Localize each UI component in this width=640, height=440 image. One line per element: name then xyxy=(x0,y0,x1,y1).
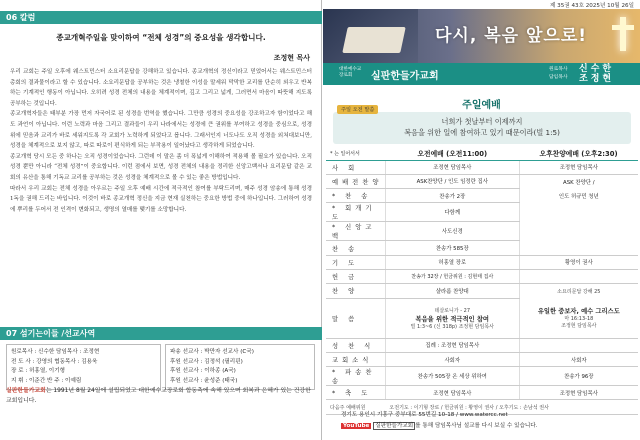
mission-header: 07 섬기는이들 /선교사역 xyxy=(0,327,322,340)
staff-line: 장 로 : 허홍열, 이기형 xyxy=(11,368,66,374)
row-label: 찬 양 xyxy=(326,284,385,298)
column-section xyxy=(0,11,322,215)
pm-sermon-sub: 조정현 담임목사 xyxy=(561,323,597,330)
row-label: * 파송찬송 xyxy=(326,367,385,386)
banner xyxy=(323,9,640,63)
mission-section xyxy=(0,327,322,390)
church-name: 실판한들가교회 xyxy=(371,71,439,82)
column-paragraph: 따라서 우리 교회는 전체 성경을 아우르는 주일 오후 예배 시간에 적극적인 참여를 부탁드리며, 매주 성경 암송에 통해 성경 1독을 권해 드리는 바입니다. 이것이 바로 종교개혁 정신을 지금 현재 실천하는 중요한 방법 중에 하나입니다. 그러하여 성경에 뿌리를 두어서 전 인격이 변화되고, 생명의 열매를 맺기를 소망합니다. xyxy=(10,185,312,213)
banner-title: 다시, 복음 앞으로! xyxy=(435,26,588,46)
pm-cell: 사회자 xyxy=(519,352,638,366)
table-row xyxy=(326,241,638,255)
row-label: * 찬 송 xyxy=(326,189,385,203)
history-church-name: 실판한들가교회 xyxy=(6,388,46,394)
am-sermon-sub: 빌 1:3~6 (신 318p) 조정현 담임목사 xyxy=(410,323,494,330)
denomination: 대한예수교 장로회 xyxy=(339,67,362,78)
pm-sermon-cell xyxy=(519,298,638,338)
church-history xyxy=(6,386,318,406)
am-cell: 허홍열 장로 xyxy=(385,255,519,269)
column-body xyxy=(0,63,322,215)
verse-text xyxy=(333,116,631,138)
row-label: 말 씀 xyxy=(326,298,385,338)
right-panel xyxy=(323,0,640,440)
am-cell: 찬송가 32장 / 헌금위원 : 김현태 집사 xyxy=(385,269,519,283)
am-cell: 찬송가 585장 xyxy=(385,241,519,255)
staff-line: 원로목사 : 신수한 담임목사 : 조정현 xyxy=(11,349,100,355)
am-cell: ASK찬양단 / 인도 임정란 집사 xyxy=(385,174,519,188)
row-label: * 축 도 xyxy=(326,386,385,400)
row-label: 헌 금 xyxy=(326,269,385,283)
pastor-names: 신수한 조정현 xyxy=(579,64,615,84)
pm-cell: 인도 허규민 청년 xyxy=(519,189,638,203)
row-label: 교회소식 xyxy=(326,352,385,366)
table-row xyxy=(326,269,638,283)
pm-cell xyxy=(519,203,638,222)
column-header: 06 칼럼 xyxy=(0,11,322,24)
column-author: 조정현 목사 xyxy=(273,54,310,62)
column-paragraph: 우리 교회는 주일 오후에 웨스트민스터 소요리문답을 강해하고 있습니다. 종교개혁의 정신이라고 믿었어서는 웨스트민스터 총회의 결과물이라고 할 수 있습니다. 소요리문답을 공부하는 것은 냉철한 이성을 말세워 막막한 교리를 단순히 외우고 반복하는 기계적인 행동이 아닙니다. 오히려 성경 전체의 내용을 체계적이며, 깊고 그리고 넓게, 그러면서 마음이 따뜻해 지도록 공부하는 것입니다. xyxy=(10,69,312,107)
order-of-service xyxy=(326,147,638,415)
row-label: 사 회 xyxy=(326,160,385,174)
pm-cell xyxy=(519,269,638,283)
am-sermon-title: 복음을 위한 적극적인 참여 xyxy=(415,315,490,323)
stand-note: * 는 일어서서 xyxy=(326,147,385,160)
am-cell: 조정현 담임목사 xyxy=(385,386,519,400)
table-row xyxy=(326,222,638,241)
table-row xyxy=(326,352,638,366)
history-text: 는 1991년 8월 24일에 설립되었고 대한예수교장로회 합동측에 속해 있으며 회복과 은혜가 있는 건강한 교회입니다. xyxy=(6,388,311,404)
table-row xyxy=(326,189,638,203)
column-title: 종교개혁주일을 맞이하여 “전체 성경”의 중요성을 생각합니다. xyxy=(56,33,266,42)
am-cell: 찬송가 2장 xyxy=(385,189,519,203)
row-label: 성 찬 식 xyxy=(326,338,385,352)
staff-list xyxy=(6,344,161,390)
staff-line: 전 도 사 : 강영의 협동목사 : 김용욱 xyxy=(11,358,98,365)
pm-column-header: 오후찬양예배 (오후2:30) xyxy=(519,147,638,160)
row-label: 기 도 xyxy=(326,255,385,269)
am-cell: 사도신경 xyxy=(385,222,519,241)
am-cell: 조정현 담임목사 xyxy=(385,160,519,174)
row-label: * 회개기도 xyxy=(326,203,385,222)
table-row xyxy=(326,284,638,298)
am-cell: 집례 : 조정현 담임목사 xyxy=(385,338,519,352)
am-cell: 샬라롬 찬양대 xyxy=(385,284,519,298)
table-row xyxy=(326,386,638,400)
table-header-row xyxy=(326,147,638,160)
table-row xyxy=(326,338,638,352)
row-label: * 신앙고백 xyxy=(326,222,385,241)
issue-info: 제 35권 43호 2025년 10월 26일 xyxy=(549,3,634,9)
next-week-cell: 오전기도 : 이기형 장로 / 헌금위원 : 황영이 권사 / 오후기도 : 손남석 권사 xyxy=(385,400,638,414)
pm-cell: 찬송가 96장 xyxy=(519,367,638,386)
youtube-logo[interactable]: YouTube xyxy=(343,423,370,429)
missionary-line: 후원 선교사 : 이하종 (A국) xyxy=(170,368,236,374)
bible-image xyxy=(323,9,418,63)
pm-cell xyxy=(519,241,638,255)
pm-sermon-title: 유일한 중보자, 예수 그리스도 xyxy=(537,308,620,316)
pm-cell: 황영이 권사 xyxy=(519,255,638,269)
missionary-line: 파송 선교사 : 박만자 선교사 (C국) xyxy=(170,349,254,355)
pm-sermon-ref: 마 16:13-18 xyxy=(564,316,594,323)
row-label: 다음주 예배위원 xyxy=(326,400,385,414)
pm-cell: 조정현 담임목사 xyxy=(519,386,638,400)
column-paragraph: 종교개혁자들은 태부분 가장 먼저 자국어로 된 성경을 번역을 했습니다. 그만큼 성경의 중요성을 강조하고자 함이었다고 해도 과언이 아닙니다. 이런 노력과 마음 그리고 결과들이 우리 나라에서는 성경에 큰 권위를 부여하고 성경을 중심으로, 성경 위에 믿음과 교리가 바로 세워지도록 각 교회가 노력하게 되었다고 봅니다. 그래서인지 너도나도 오직 성경을 외쳐대보니만, 성경을 체계적으로 보지 않고, 따로 따로이 편식하게 되는 부작용이 일어났다고 생각하게 되었습니다. xyxy=(10,111,312,150)
verse-tag: 주일 오전 말씀 xyxy=(337,105,378,114)
column-paragraph: 종교개혁 당시 모든 중 하나는 오직 성경이었습니다. 그런데 이 말은 좀 더 폭넓게 이해하여 적용해 볼 필요가 있습니다. 오직 성경 뿐만 아니라 “전체 성경”이 중요합니다. 이런 점에서 보면, 성경 전체의 내용을 정리한 신앙고백서나 요리문답 같은 교회의 유산을 통해 기독교 교리를 공부하는 것은 성경을 체계적으로 볼 수 있는 좋은 방법입니다. xyxy=(10,153,312,181)
pm-cell: ASK 찬양단 / xyxy=(519,174,638,188)
church-bar xyxy=(323,63,640,85)
table-row xyxy=(326,160,638,174)
row-label: 찬 송 xyxy=(326,241,385,255)
am-cell: 다함께 xyxy=(385,203,519,222)
am-sermon-cell xyxy=(385,298,519,338)
pm-cell: 소요리문답 강해 25 xyxy=(519,284,638,298)
am-column-header: 오전예배 (오전11:00) xyxy=(385,147,519,160)
youtube-note xyxy=(341,421,537,429)
pm-cell: 조정현 담임목사 xyxy=(519,160,638,174)
table-row xyxy=(326,367,638,386)
missionary-line: 후원 선교사 : 김정석 (필리핀) xyxy=(170,358,243,365)
staff-line: 지 휘 : 이준간 반 주 : 이예림 xyxy=(11,377,82,384)
row-label: 예배전찬양 xyxy=(326,174,385,188)
am-sermon-ref: 데살로니가 - 27 xyxy=(434,307,471,314)
youtube-channel-link[interactable]: 실판한들가교회 xyxy=(375,423,414,429)
pm-cell xyxy=(519,338,638,352)
pastor-roles: 원로목사 담임목사 xyxy=(549,67,568,80)
service-title: 주일예배 xyxy=(462,100,501,111)
am-cell: 찬송가 505장 온 세상 위하여 xyxy=(385,367,519,386)
table-row xyxy=(326,203,638,222)
table-row xyxy=(326,298,638,338)
verse-line: 너희가 첫날부터 이제까지 xyxy=(441,117,523,126)
table-row xyxy=(326,174,638,188)
am-cell: 사회자 xyxy=(385,352,519,366)
missionary-list xyxy=(165,344,315,390)
cross-icon xyxy=(620,17,626,51)
youtube-text: 를 통해 담임목사님 설교를 다시 보실 수 있습니다. xyxy=(415,423,538,429)
church-address: 경기도 용인시 기흥구 중부대로 55번길 10-18 / www.watercc.net xyxy=(341,412,508,418)
table-row xyxy=(326,255,638,269)
verse-line: 복음을 위한 일에 참여하고 있기 때문이라(빌 1:5) xyxy=(404,128,560,137)
missionary-line: 후원 선교사 : 윤성준 (태국) xyxy=(170,377,238,384)
verse-box xyxy=(333,107,631,144)
pm-cell xyxy=(519,222,638,241)
